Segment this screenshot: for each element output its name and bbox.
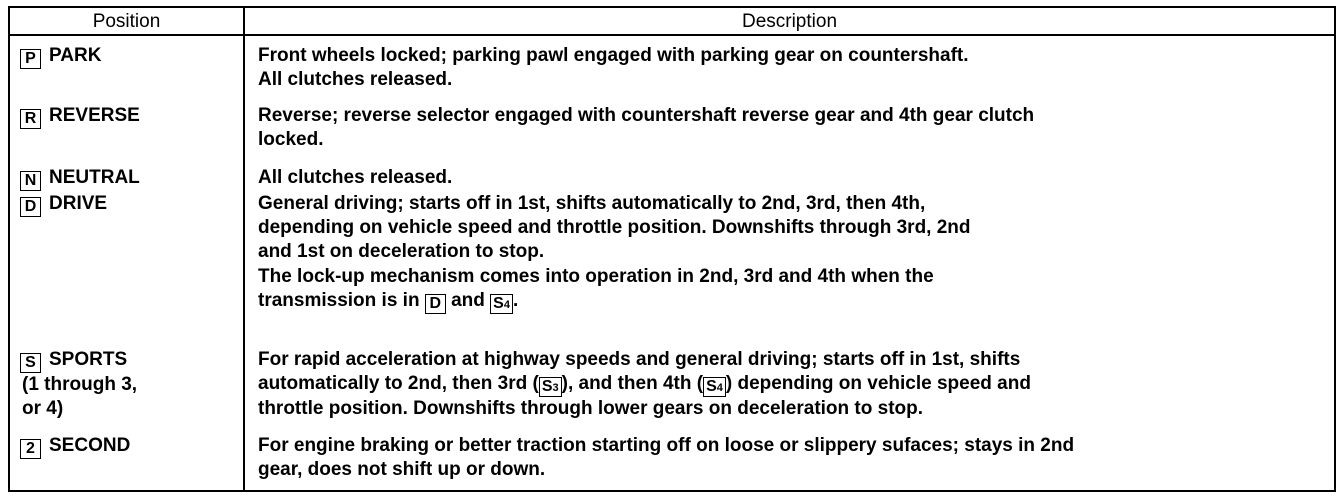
gear-box-d: D — [20, 197, 41, 217]
gear-number: 4 — [716, 382, 723, 395]
header-position: Position — [92, 11, 161, 32]
position-name: PARK — [49, 45, 102, 66]
description-line: All clutches released. — [258, 69, 453, 91]
description-line — [258, 372, 1328, 397]
position-name: REVERSE — [49, 105, 140, 126]
position-park — [20, 44, 240, 69]
position-note: or 4) — [22, 398, 64, 419]
inline-text: transmission is in — [258, 289, 425, 311]
gear-letter: S — [706, 378, 717, 396]
gear-letter: S — [493, 294, 504, 312]
description-line: For rapid acceleration at highway speeds and general driving; starts off in 1st, shifts — [258, 349, 1021, 370]
description-line: General driving; starts off in 1st, shifts automatically to 2nd, 3rd, then 4th, — [258, 193, 926, 214]
position-name: SECOND — [49, 435, 131, 456]
description-line: depending on vehicle speed and throttle position. Downshifts through 3rd, 2nd — [258, 217, 971, 239]
gear-number: 3 — [552, 382, 559, 395]
gear-box-p: P — [20, 49, 41, 69]
description-line: Reverse; reverse selector engaged with countershaft reverse gear and 4th gear clutch — [258, 105, 1035, 126]
description-line: throttle position. Downshifts through lower gears on deceleration to stop. — [258, 398, 924, 420]
description-second — [258, 434, 1328, 482]
description-line — [258, 289, 1328, 314]
description-line: and 1st on deceleration to stop. — [258, 241, 545, 263]
column-divider — [243, 8, 245, 490]
inline-text: . — [512, 289, 519, 311]
gear-box-s3-inline — [539, 377, 562, 397]
description-line: All clutches released. — [258, 167, 453, 188]
header-divider — [10, 34, 1334, 36]
inline-text: ), and then 4th ( — [561, 373, 704, 395]
position-note: (1 through 3, — [22, 374, 138, 395]
position-name: DRIVE — [49, 193, 108, 214]
position-drive — [20, 192, 240, 217]
position-second — [20, 434, 240, 459]
header-description: Description — [741, 11, 838, 32]
position-name: NEUTRAL — [49, 167, 140, 188]
description-line: For engine braking or better traction starting off on loose or slippery sufaces; stays in 2nd — [258, 435, 1075, 456]
gear-box-s4-inline — [490, 294, 513, 314]
description-park — [258, 44, 1328, 92]
position-sports — [20, 348, 240, 421]
shift-position-table — [8, 6, 1336, 492]
description-line: locked. — [258, 129, 324, 151]
gear-box-r: R — [20, 109, 41, 129]
description-line: Front wheels locked; parking pawl engaged with parking gear on countershaft. — [258, 45, 969, 66]
gear-box-d-inline: D — [425, 294, 446, 314]
description-sports — [258, 348, 1328, 421]
description-line: gear, does not shift up or down. — [258, 459, 546, 481]
position-neutral — [20, 166, 240, 191]
description-neutral — [258, 166, 1328, 190]
gear-box-s: S — [20, 353, 41, 373]
gear-box-n: N — [20, 171, 41, 191]
description-line: The lock-up mechanism comes into operation in 2nd, 3rd and 4th when the — [258, 265, 934, 287]
position-reverse — [20, 104, 240, 129]
inline-text: and — [445, 289, 491, 311]
position-name: SPORTS — [49, 349, 128, 370]
gear-box-2: 2 — [20, 439, 41, 459]
gear-number: 4 — [503, 298, 510, 311]
description-drive — [258, 192, 1328, 314]
inline-text: automatically to 2nd, then 3rd ( — [258, 373, 539, 395]
gear-box-s4-inline — [703, 377, 726, 397]
inline-text: ) depending on vehicle speed and — [725, 373, 1031, 395]
description-reverse — [258, 104, 1328, 152]
gear-letter: S — [541, 378, 553, 396]
